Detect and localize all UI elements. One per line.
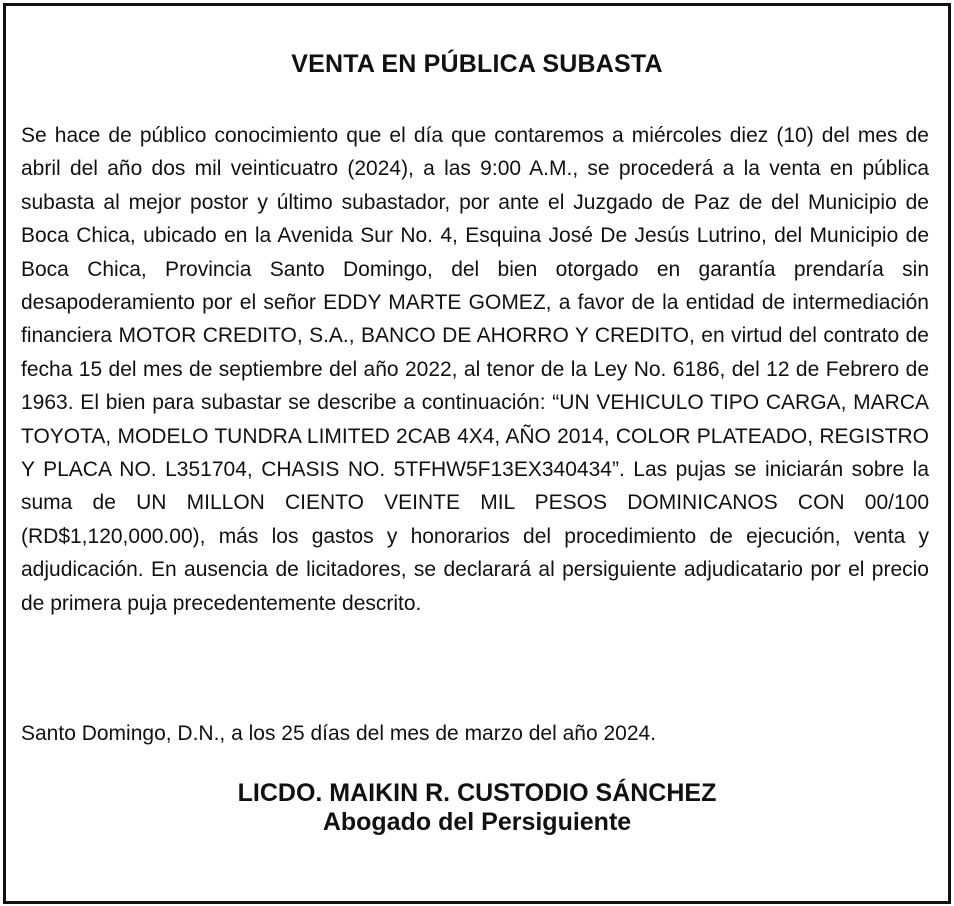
notice-frame	[3, 3, 951, 904]
notice-body: Se hace de público conocimiento que el día que contaremos a miércoles diez (10) del mes de abril del año dos mil veinticuatro (2024), a las 9:00 A.M., se procederá a la venta en pública subasta al mejor postor y último subastador, por ante el Juzgado de Paz de del Municipio de Boca Chica, ubicado en la Avenida Sur No. 4, Esquina José De Jesús Lutrino, del Municipio de Boca Chica, Provincia Santo Domingo, del bien otorgado en garantía prendaría sin desapoderamiento por el señor EDDY MARTE GOMEZ, a favor de la entidad de intermediación financiera MOTOR CREDITO, S.A., BANCO DE AHORRO Y CREDITO, en virtud del contrato de fecha 15 del mes de septiembre del año 2022, al tenor de la Ley No. 6186, del 12 de Febrero de 1963. El bien para subastar se describe a continuación: “UN VEHICULO TIPO CARGA, MARCA TOYOTA, MODELO TUNDRA LIMITED 2CAB 4X4, AÑO 2014, COLOR PLATEADO, REGISTRO Y PLACA NO. L351704, CHASIS NO. 5TFHW5F13EX340434”. Las pujas se iniciarán sobre la suma de UN MILLON CIENTO VEINTE MIL PESOS DOMINICANOS CON 00/100 (RD$1,120,000.00), más los gastos y honorarios del procedimiento de ejecución, venta y adjudicación. En ausencia de licitadores, se declarará al persiguiente adjudicatario por el precio de primera puja precedentemente descrito.	[21, 124, 929, 615]
signature-role: Abogado del Persiguiente	[322, 808, 632, 836]
signature-name: LICDO. MAIKIN R. CUSTODIO SÁNCHEZ	[237, 779, 717, 807]
notice-title: VENTA EN PÚBLICA SUBASTA	[291, 50, 663, 78]
notice-date-line: Santo Domingo, D.N., a los 25 días del mes de marzo del año 2024.	[21, 722, 657, 745]
